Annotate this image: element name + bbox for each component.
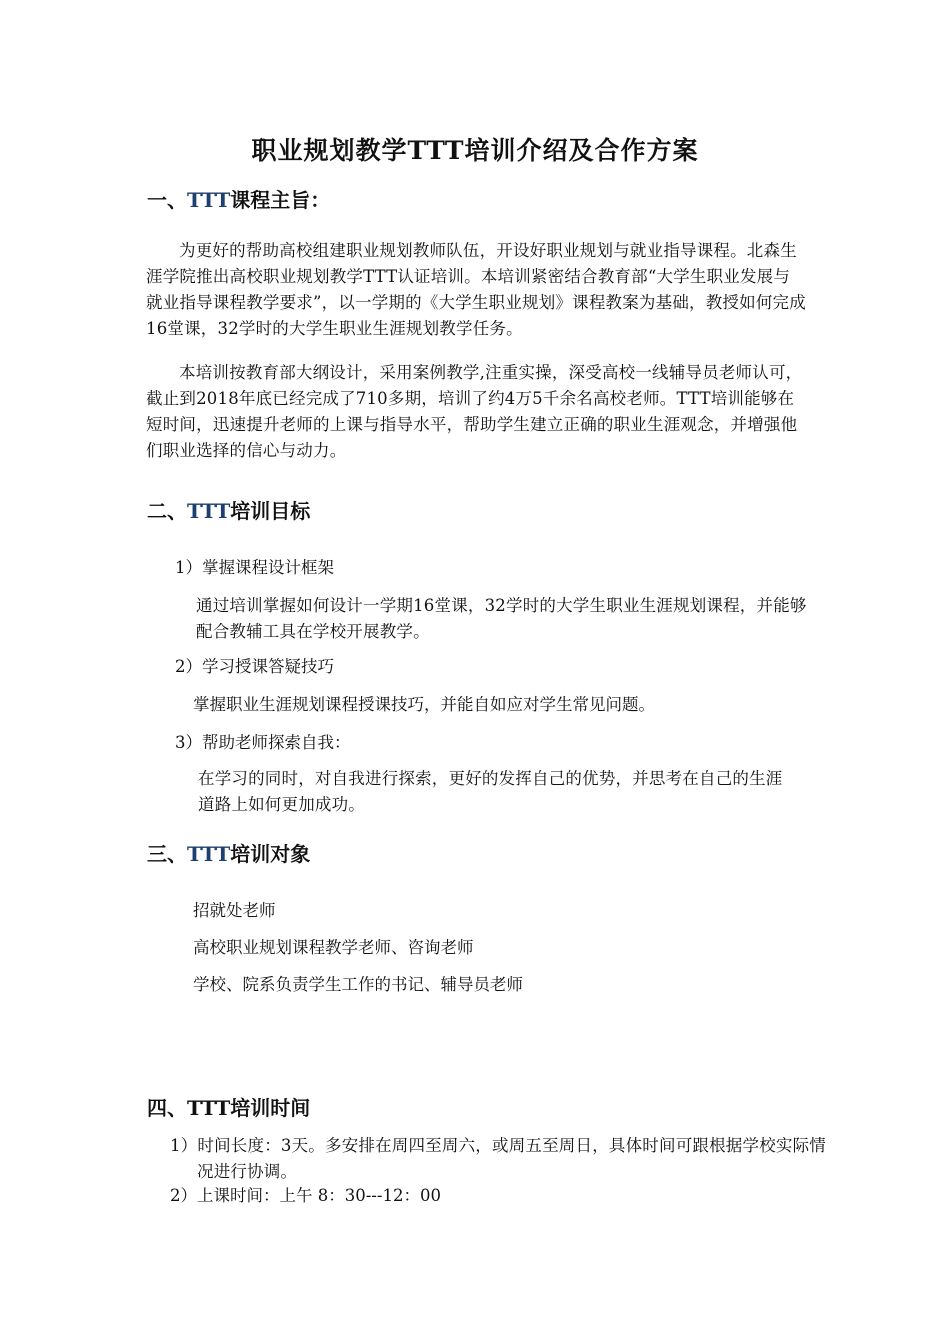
section-heading-schedule: 四、TTT培训时间 <box>147 1096 311 1120</box>
purpose-paragraph-1: 为更好的帮助高校组建职业规划教师队伍，开设好职业规划与就业指导课程。北森生涯学院推出高校职业规划教学TTT认证培训。本培训紧密结合教育部“大学生职业发展与就业指导课程教学要求”，以一学期的《大学生职业规划》课程教案为基础，教授如何完成16堂课，32学时的大学生职业生涯规划教学任务。 <box>146 241 806 338</box>
audience-item: 招就处老师 <box>193 901 276 920</box>
goal-item-label: 1）掌握课程设计框架 <box>175 558 334 577</box>
purpose-paragraph-2: 本培训按教育部大纲设计，采用案例教学,注重实操，深受高校一线辅导员老师认可，截止到2018年底已经完成了710多期，培训了约4万5千余名高校老师。TTT培训能够在短时间，迅速提升老师的上课与指导水平，帮助学生建立正确的职业生涯观念，并增强他们职业选择的信心与动力。 <box>146 363 803 460</box>
goal-item-desc: 掌握职业生涯规划课程授课技巧，并能自如应对学生常见问题。 <box>193 695 655 714</box>
heading-prefix: 三、 <box>147 842 187 866</box>
audience-item: 高校职业规划课程教学老师、咨询老师 <box>193 938 474 957</box>
goal-item-label: 2）学习授课答疑技巧 <box>175 657 334 676</box>
schedule-item-duration: 1）时间长度：3天。多安排在周四至周六，或周五至周日，具体时间可跟根据学校实际情况进行协调。 <box>170 1136 826 1181</box>
heading-prefix: 二、 <box>147 499 187 523</box>
heading-ttt: TTT <box>187 188 231 212</box>
goal-item-desc: 在学习的同时，对自我进行探索，更好的发挥自己的优势，并思考在自己的生涯道路上如何更加成功。 <box>198 769 783 814</box>
section-heading-audience <box>147 840 310 868</box>
goal-item-label: 3）帮助老师探索自我： <box>175 733 351 752</box>
schedule-item-hours: 2）上课时间：上午 8：30---12：00 <box>170 1186 441 1205</box>
section-heading-purpose <box>147 186 330 214</box>
heading-ttt: TTT <box>187 842 231 866</box>
section-heading-goals <box>147 497 310 525</box>
heading-text: 课程主旨： <box>230 188 331 212</box>
page-title: 职业规划教学TTT培训介绍及合作方案 <box>251 136 699 165</box>
heading-text: 培训目标 <box>230 499 311 523</box>
heading-text: 培训对象 <box>230 842 311 866</box>
goal-item-desc: 通过培训掌握如何设计一学期16堂课，32学时的大学生职业生涯规划课程，并能够配合教辅工具在学校开展教学。 <box>196 596 807 641</box>
heading-ttt: TTT <box>187 499 231 523</box>
heading-prefix: 一、 <box>147 188 187 212</box>
audience-item: 学校、院系负责学生工作的书记、辅导员老师 <box>193 975 523 994</box>
